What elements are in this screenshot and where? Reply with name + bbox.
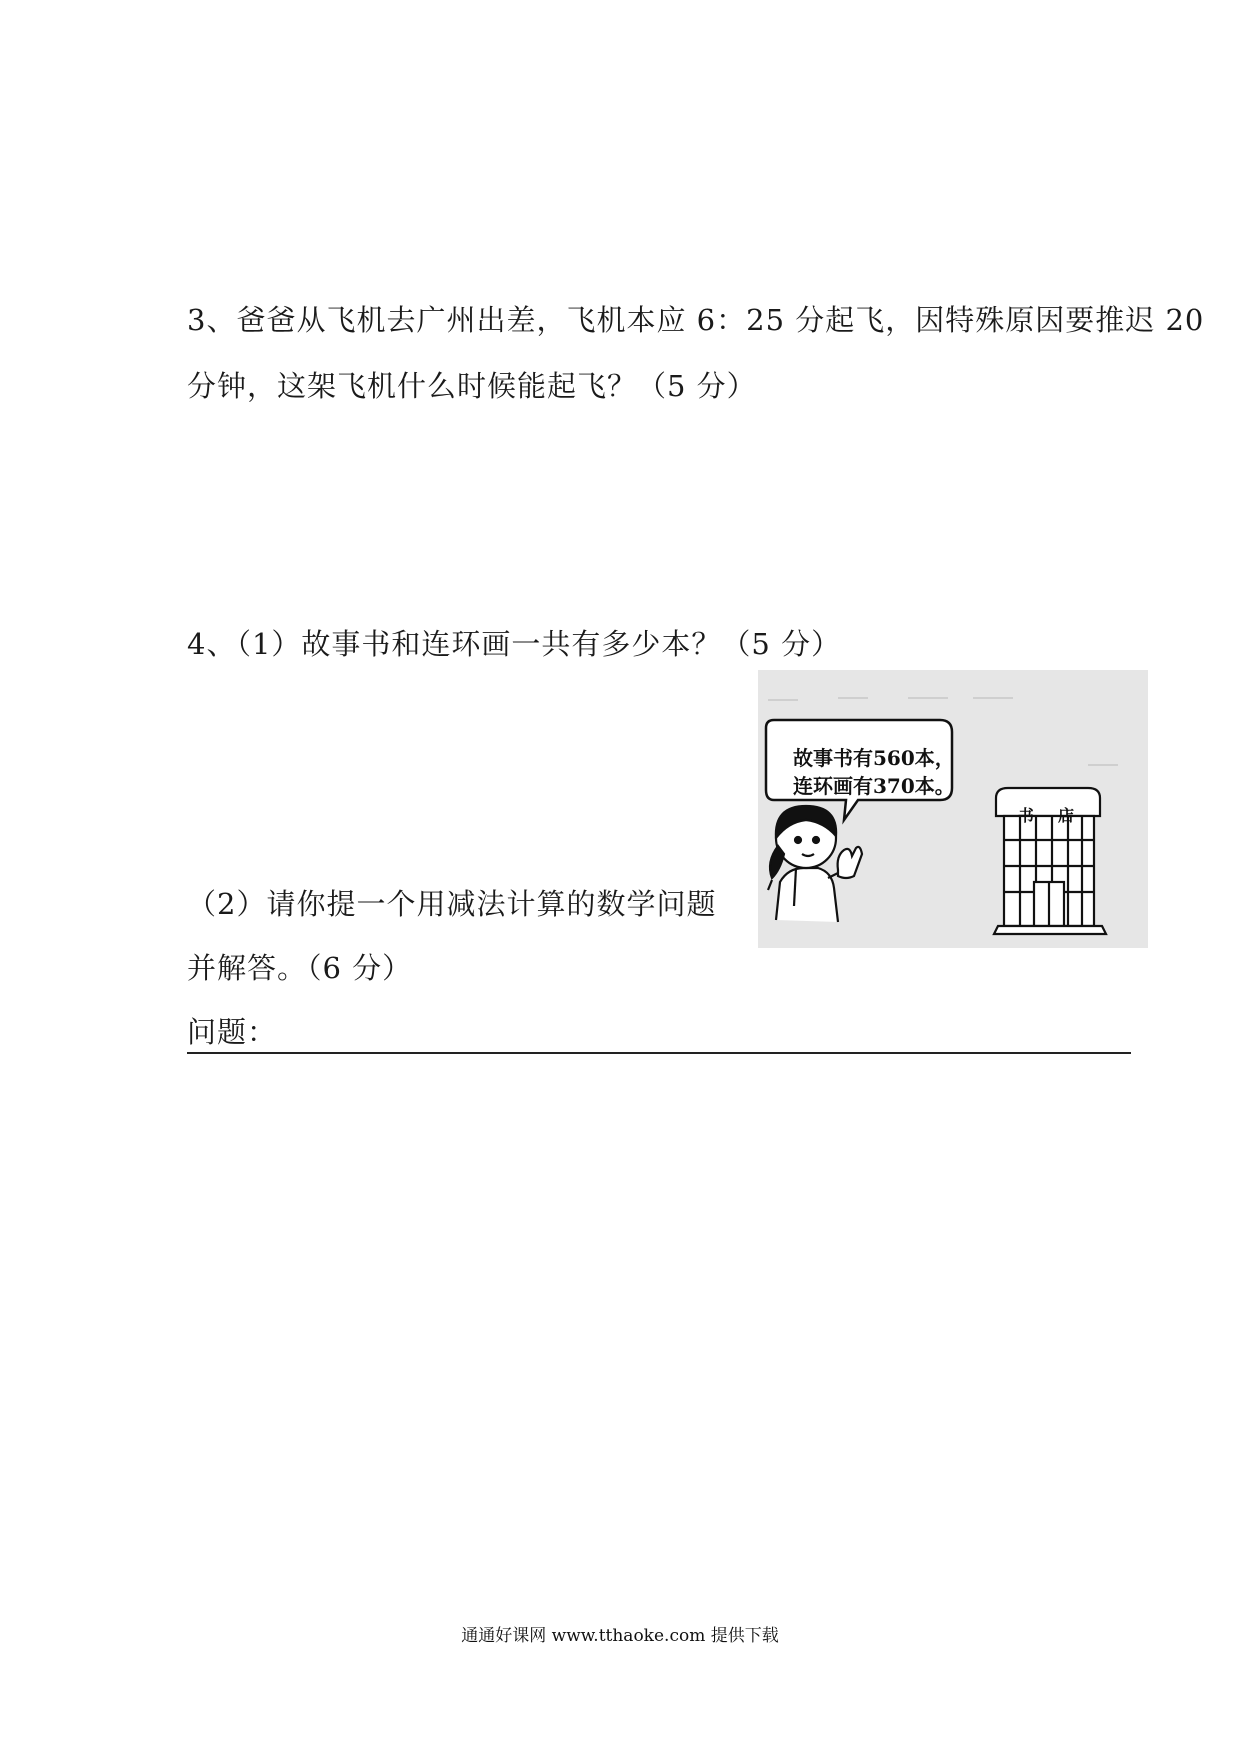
question-4-part-1: 4、（1）故事书和连环画一共有多少本？（5 分） (187, 627, 842, 661)
page-footer: 通通好课网 www.tthaoke.com 提供下载 (461, 1626, 779, 1646)
question-3-line-1: 3、爸爸从飞机去广州出差，飞机本应 6：25 分起飞，因特殊原因要推迟 20 (187, 303, 1205, 337)
question-4-part-2-line-1: （2）请你提一个用减法计算的数学问题 (187, 887, 717, 921)
question-3-line-2: 分钟，这架飞机什么时候能起飞？（5 分） (187, 369, 757, 403)
speech-bubble-line-2: 连环画有370本。 (793, 774, 955, 798)
bookstore-sign: 书店 (1017, 806, 1098, 825)
girl-figure (768, 806, 862, 922)
bookstore-illustration (758, 670, 1148, 948)
question-4-part-2-line-2: 并解答。（6 分） (187, 951, 413, 985)
question-answer-line[interactable] (187, 1010, 1131, 1054)
speech-bubble-line-1: 故事书有560本， (793, 746, 955, 770)
question-answer-label: 问题： (187, 1015, 278, 1049)
